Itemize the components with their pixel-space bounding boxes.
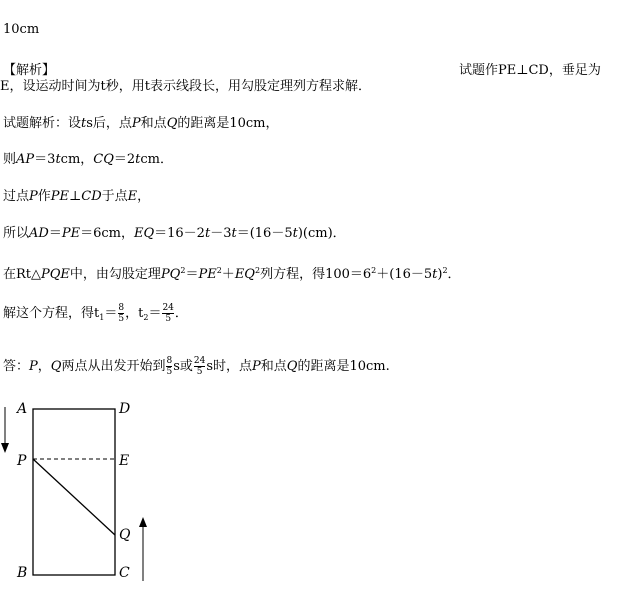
text: )(cm)． (297, 226, 346, 241)
text: 所以 (3, 226, 30, 241)
text: ＝ (104, 306, 118, 321)
exponent: 2 (371, 266, 377, 275)
text: ＋ (221, 267, 235, 282)
denominator: 5 (166, 367, 173, 377)
text: 列方程，得100＝6 (260, 267, 372, 282)
text: 两点从出发开始到 (61, 359, 166, 374)
var: t (292, 226, 298, 241)
var: PQE (41, 267, 70, 282)
solution-line-4 (3, 226, 346, 242)
text: cm． (140, 152, 174, 167)
text: ＝(16－5 (236, 226, 293, 241)
text: ⊥ (69, 189, 82, 204)
label-d: D (119, 401, 131, 417)
var: Q (166, 116, 178, 131)
text: ， (137, 189, 151, 204)
answer-line (3, 356, 390, 377)
text: 试题解析：设 (3, 116, 82, 131)
var: EQ (133, 226, 155, 241)
exponent: 2 (216, 266, 222, 275)
text: 于点 (101, 189, 128, 204)
text: ＝ (48, 226, 62, 241)
fraction (118, 303, 124, 324)
text: －3 (210, 226, 232, 241)
text: 的距离是10cm. (297, 359, 390, 374)
var: CD (81, 189, 102, 204)
var: EQ (234, 267, 255, 282)
label-p: P (17, 453, 27, 469)
var: Q (286, 359, 298, 374)
var: PE (198, 267, 217, 282)
var: t (432, 267, 438, 282)
numerator: 8 (166, 356, 173, 366)
text: ＝ (185, 267, 199, 282)
text: s或 (173, 359, 193, 374)
exponent: 2 (254, 266, 261, 275)
text: ， (125, 306, 139, 321)
numerator: 8 (118, 303, 125, 313)
text: ． (447, 267, 461, 282)
var: t (135, 152, 141, 167)
down-arrow-head-icon (1, 443, 9, 453)
denominator: 5 (162, 313, 173, 324)
solution-line-2 (3, 152, 173, 168)
var: t (94, 306, 100, 321)
solution-line-1 (3, 116, 279, 132)
text: ＋(16－5 (376, 267, 433, 282)
subscript: 2 (143, 313, 149, 322)
text: ＝3 (34, 152, 56, 167)
text: 的距离是10cm， (177, 116, 279, 131)
var: AD (29, 226, 49, 241)
var: t (81, 116, 87, 131)
fraction (162, 303, 173, 324)
exponent: 2 (442, 266, 448, 275)
var: AP (16, 152, 35, 167)
text: ) (437, 267, 443, 282)
analysis-right-note: 试题作PE⊥CD，垂足为 (459, 63, 601, 78)
var: t (204, 226, 211, 241)
var: P (29, 359, 38, 374)
text: 答： (3, 359, 30, 374)
answer-top: 10cm (3, 22, 40, 37)
text: cm， (60, 152, 94, 167)
label-q: Q (119, 527, 131, 543)
text: ＝6cm， (80, 226, 134, 241)
geometry-figure (0, 395, 170, 595)
solution-line-5 (3, 263, 461, 283)
text: ＝16－2 (154, 226, 205, 241)
label-b: B (17, 565, 28, 581)
label-c: C (119, 565, 130, 581)
text: 作 (37, 189, 51, 204)
text: ． (174, 306, 188, 321)
segment-pq (33, 459, 115, 535)
text: 过点 (3, 189, 30, 204)
numerator: 24 (162, 303, 174, 313)
denominator: 5 (194, 366, 205, 377)
analysis-heading: 【解析】 (3, 63, 56, 78)
solution-line-6 (3, 303, 188, 328)
var: PE (61, 226, 81, 241)
var: CQ (93, 152, 114, 167)
up-arrow-head-icon (139, 517, 147, 527)
text: ＝2 (113, 152, 136, 167)
text: s时，点 (206, 359, 252, 374)
var: P (131, 116, 141, 131)
fraction (194, 356, 205, 377)
text: 在Rt△ (3, 267, 42, 282)
text: s后，点 (86, 116, 132, 131)
subscript: 1 (99, 313, 105, 322)
var: PQ (160, 267, 181, 282)
rectangle-abcd (33, 409, 115, 575)
text: ＝ (148, 306, 162, 321)
var: PE (50, 189, 70, 204)
var: Q (50, 359, 62, 374)
exponent: 2 (180, 266, 186, 275)
fraction (166, 356, 172, 377)
numerator: 24 (193, 356, 206, 366)
text: ， (37, 359, 51, 374)
text: 和点 (260, 359, 287, 374)
text: 中，由勾股定理 (69, 267, 161, 282)
var: P (252, 359, 261, 374)
var: E (127, 189, 138, 204)
analysis-line: E，设运动时间为t秒，用t表示线段长，用勾股定理列方程求解． (0, 79, 371, 94)
var: P (29, 189, 38, 204)
label-a: A (17, 401, 28, 417)
var: t (231, 226, 237, 241)
denominator: 5 (118, 314, 125, 324)
text: 解这个方程，得 (3, 306, 95, 321)
label-e: E (119, 453, 130, 469)
text: 则 (3, 152, 17, 167)
text: 和点 (140, 116, 167, 131)
solution-line-3 (3, 189, 150, 205)
var: t (138, 306, 144, 321)
var: t (55, 152, 61, 167)
